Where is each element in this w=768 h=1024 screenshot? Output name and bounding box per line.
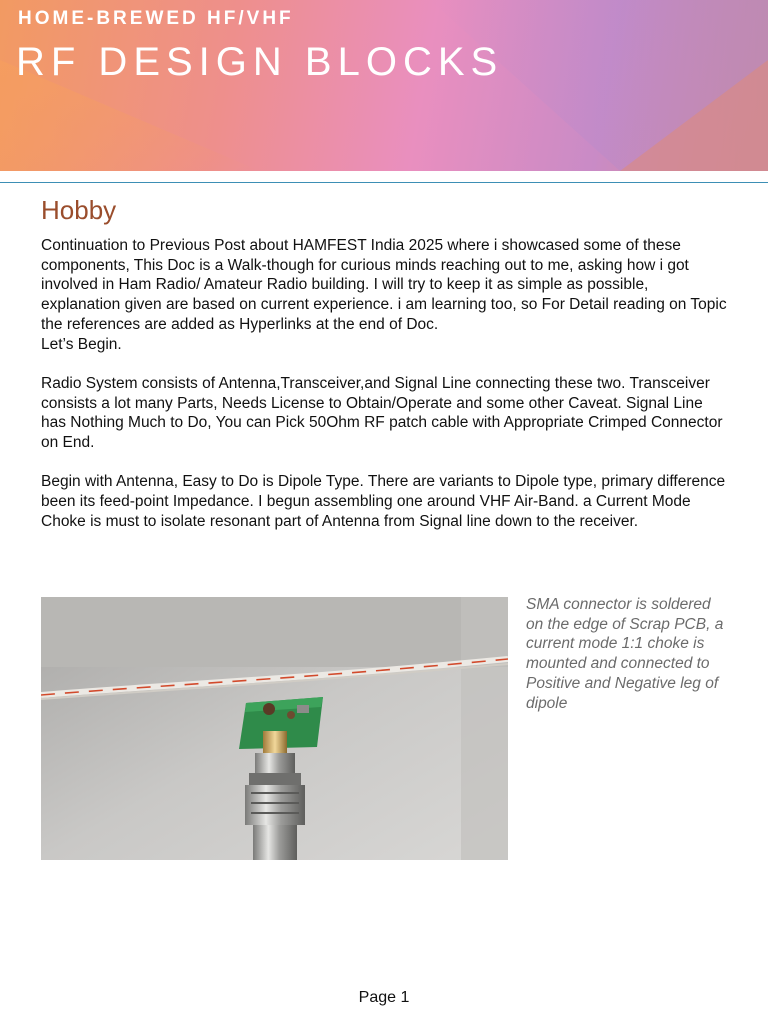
antenna-photo (41, 597, 508, 860)
paragraph-lets-begin: Let’s Begin. (41, 335, 122, 353)
antenna-photo-illustration (41, 597, 508, 860)
banner-kicker: HOME-BREWED HF/VHF (18, 8, 294, 29)
banner-title: RF DESIGN BLOCKS (16, 40, 504, 84)
body-text (41, 236, 731, 532)
header-divider (0, 182, 768, 183)
paragraph-gap (41, 354, 731, 374)
paragraph-intro: Continuation to Previous Post about HAMFEST India 2025 where i showcased some of these components, This Doc is a Walk-though for curious minds reaching out to me, asking how i got involved in Ham Radio/ Amateur Radio building. I will try to keep it as simple as possible, explanation given are based on current experience. i am learning too, so For Detail reading on Topic the references are added as Hyperlinks at the end of Doc. (41, 237, 727, 333)
paragraph-antenna: Begin with Antenna, Easy to Do is Dipole Type. There are variants to Dipole type, primary difference been its feed-point Impedance. I begun assembling one around VHF Air-Band. a Current Mode Choke is must to isolate resonant part of Antenna from Signal line down to the receiver. (41, 473, 726, 530)
figure-caption: SMA connector is soldered on the edge of Scrap PCB, a current mode 1:1 choke is mounted and connected to Positive and Negative leg of dipole (526, 596, 724, 712)
page-number: Page 1 (358, 989, 410, 1006)
section-heading: Hobby (41, 195, 117, 225)
paragraph-gap (41, 453, 731, 473)
header-banner (0, 0, 768, 171)
paragraph-radio-system: Radio System consists of Antenna,Transceiver,and Signal Line connecting these two. Transceiver consists a lot many Parts, Needs License to Obtain/Operate and some other Caveat. Signal Line has Nothing Much to Do, You can Pick 50Ohm RF patch cable with Appropriate Crimped Connector on End. (41, 374, 723, 452)
